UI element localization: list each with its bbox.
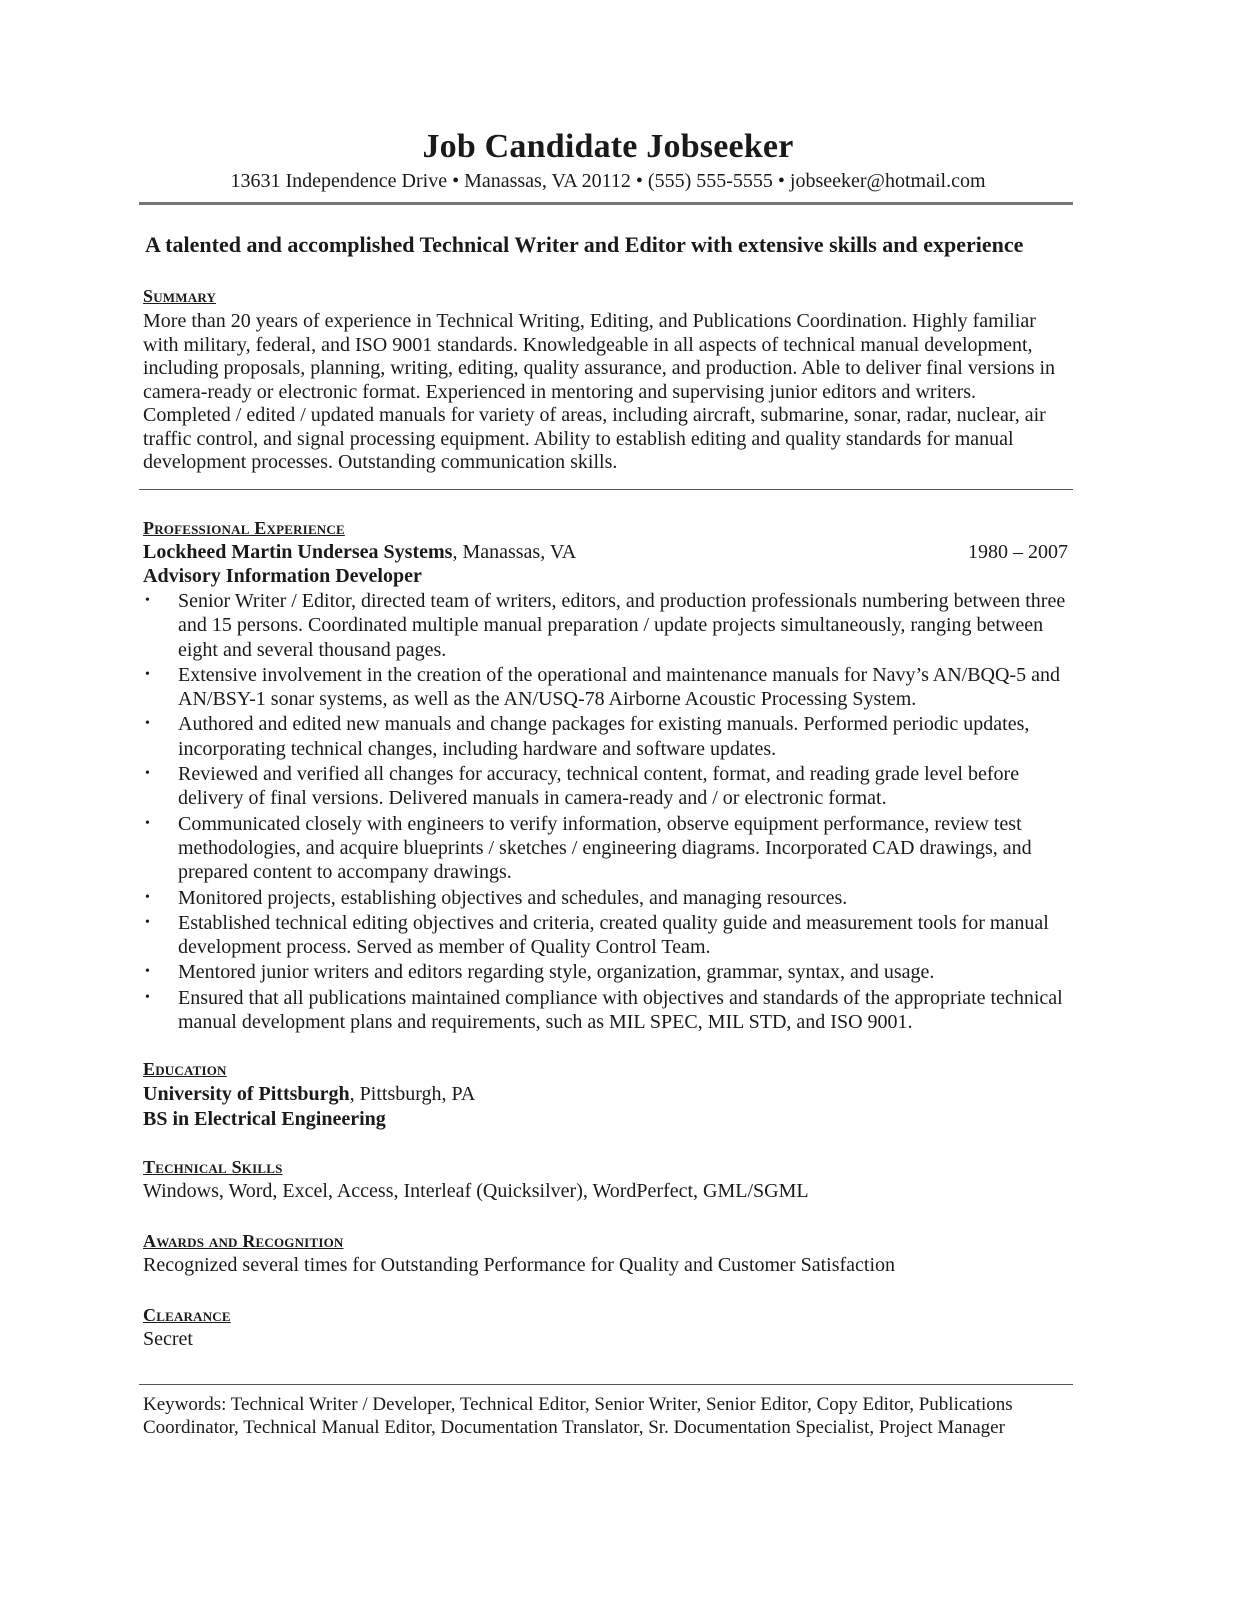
summary-text: More than 20 years of experience in Technical Writing, Editing, and Publications Coordination. Highly familiar with military, federal, and ISO 9001 standards. Knowledgeable in all aspects of technical manual development, including proposals, planning, writing, editing, quality assurance, and production. Able to deliver final versions in camera-ready or electronic format. Experienced in mentoring and supervising junior editors and writers. Completed / edited / updated manuals for variety of areas, including aircraft, submarine, sonar, radar, nuclear, air traffic control, and signal processing equipment. Ability to establish editing and quality standards for manual development processes. Outstanding communication skills. — [143, 310, 1056, 473]
degree: BS in Electrical Engineering — [143, 1108, 386, 1130]
list-item — [143, 712, 1073, 761]
employment-dates: 1980 – 2007 — [968, 541, 1068, 563]
company-line — [143, 540, 1068, 564]
bullet-icon: • — [145, 716, 150, 732]
bullet-text: Extensive involvement in the creation of the operational and maintenance manuals for Navy’s AN/BQQ-5 and AN/BSY-1 sonar systems, as well as the AN/USQ-78 Airborne Acoustic Processing System. — [178, 663, 1060, 711]
list-item — [143, 762, 1073, 811]
bullet-icon: • — [145, 964, 150, 980]
contact-line: 13631 Independence Drive • Manassas, VA 20112 • (555) 555-5555 • jobseeker@hotmail.com — [230, 170, 986, 192]
list-item — [143, 960, 1073, 984]
bullet-text: Communicated closely with engineers to verify information, observe equipment performance, review test methodologies, and acquire blueprints / sketches / engineering diagrams. Incorporated CAD drawings, and prepared content to accompany drawings. — [178, 812, 1032, 884]
clearance-heading: Clearance — [143, 1305, 231, 1325]
education-heading: Education — [143, 1059, 227, 1079]
awards-heading: Awards and Recognition — [143, 1231, 344, 1251]
experience-heading: Professional Experience — [143, 518, 345, 538]
school-line — [143, 1082, 475, 1107]
bullet-text: Senior Writer / Editor, directed team of writers, editors, and production professionals numbering between three and 15 persons. Coordinated multiple manual preparation / update projects simultaneously, ranging between eight and several thousand pages. — [178, 590, 1066, 661]
company-name: Lockheed Martin Undersea Systems — [143, 541, 453, 563]
header-divider — [139, 202, 1073, 205]
company-location: , Manassas, VA — [452, 541, 577, 563]
list-item — [143, 663, 1073, 712]
skills-heading: Technical Skills — [143, 1157, 283, 1177]
summary-divider — [139, 489, 1073, 490]
candidate-name: Job Candidate Jobseeker — [422, 128, 794, 165]
keywords-text: Keywords: Technical Writer / Developer, Technical Editor, Senior Writer, Senior Editor, Copy Editor, Publications Coordinator, Technical Manual Editor, Documentation Translator, Sr. Documentation Specialist, Project Manager — [143, 1394, 1013, 1438]
list-item — [143, 812, 1073, 885]
bullet-icon: • — [145, 766, 150, 782]
skills-text: Windows, Word, Excel, Access, Interleaf (Quicksilver), WordPerfect, GML/SGML — [143, 1180, 809, 1202]
bullet-text: Mentored junior writers and editors regarding style, organization, grammar, syntax, and usage. — [178, 961, 935, 984]
school-name: University of Pittsburgh — [143, 1083, 350, 1105]
bullet-text: Ensured that all publications maintained compliance with objectives and standards of the appropriate technical manual development plans and requirements, such as MIL SPEC, MIL STD, and ISO 9001. — [178, 986, 1063, 1034]
bullet-text: Authored and edited new manuals and change packages for existing manuals. Performed periodic updates, incorporating technical changes, including hardware and software updates. — [178, 713, 1030, 760]
bullet-icon: • — [145, 593, 150, 608]
list-item — [143, 589, 1073, 662]
keywords-divider — [139, 1384, 1073, 1385]
job-title: Advisory Information Developer — [143, 565, 422, 587]
clearance-text: Secret — [143, 1328, 193, 1350]
awards-text: Recognized several times for Outstanding Performance for Quality and Customer Satisfaction — [143, 1254, 896, 1276]
education-details — [143, 1082, 475, 1132]
bullet-icon: • — [145, 889, 150, 905]
experience-bullets — [143, 589, 1073, 1035]
list-item — [143, 986, 1073, 1035]
school-location: , Pittsburgh, PA — [349, 1083, 476, 1105]
bullet-icon: • — [145, 989, 150, 1005]
headline: A talented and accomplished Technical Writer and Editor with extensive skills and experience — [145, 232, 1024, 257]
list-item — [143, 886, 1073, 910]
summary-heading: Summary — [143, 286, 217, 306]
bullet-icon: • — [145, 914, 150, 930]
bullet-text: Reviewed and verified all changes for accuracy, technical content, format, and reading grade level before delivery of final versions. Delivered manuals in camera-ready and / or electronic format. — [178, 763, 1020, 810]
bullet-icon: • — [145, 815, 150, 831]
bullet-icon: • — [145, 666, 150, 682]
bullet-text: Monitored projects, establishing objectives and schedules, and managing resources. — [178, 886, 848, 909]
list-item — [143, 911, 1073, 960]
bullet-text: Established technical editing objectives and criteria, created quality guide and measurement tools for manual development process. Served as member of Quality Control Team. — [178, 911, 1049, 959]
